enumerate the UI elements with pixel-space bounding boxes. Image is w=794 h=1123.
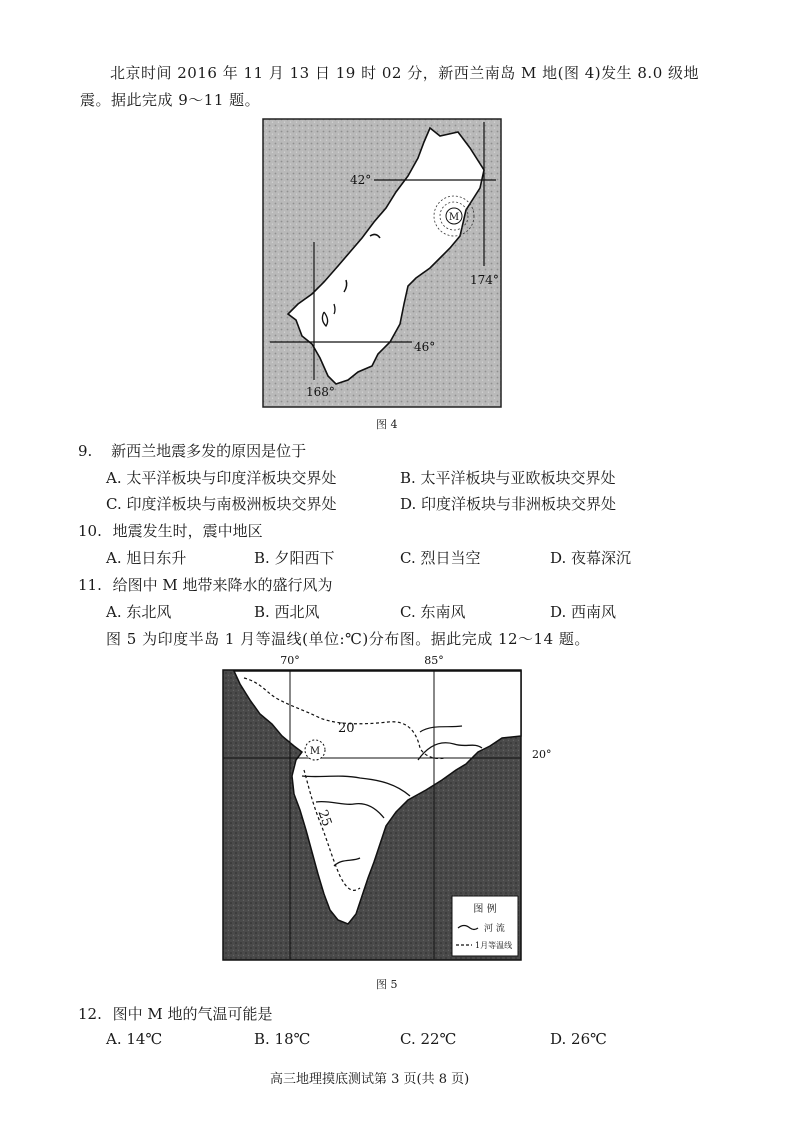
legend-river-label: 河 流 bbox=[484, 924, 505, 934]
legend-box bbox=[452, 896, 518, 956]
q12-option-b: B. 18℃ bbox=[254, 1030, 311, 1048]
intro-paragraph-2: 图 5 为印度半岛 1 月等温线(单位:℃)分布图。据此完成 12～14 题。 bbox=[106, 630, 590, 648]
q12-option-a: A. 14℃ bbox=[106, 1030, 163, 1048]
question-11 bbox=[78, 574, 333, 595]
label-42: 42° bbox=[350, 173, 372, 187]
label-174: 174° bbox=[470, 273, 499, 287]
legend-isotherm-label: 1月等温线 bbox=[475, 941, 513, 950]
question-9-stem: 新西兰地震多发的原因是位于 bbox=[111, 442, 307, 460]
q11-option-c: C. 东南风 bbox=[400, 603, 466, 621]
m-label: M bbox=[448, 212, 460, 223]
label-20: 20° bbox=[532, 748, 552, 761]
figure-4-map bbox=[262, 118, 502, 408]
q9-option-a: A. 太平洋板块与印度洋板块交界处 bbox=[106, 469, 337, 487]
question-11-number: 11. bbox=[78, 576, 102, 594]
question-11-stem: 给图中 M 地带来降水的盛行风为 bbox=[112, 576, 333, 594]
q9-option-c: C. 印度洋板块与南极洲板块交界处 bbox=[106, 495, 337, 513]
q11-option-d: D. 西南风 bbox=[550, 603, 617, 621]
question-9-number: 9. bbox=[78, 442, 93, 460]
q11-option-a: A. 东北风 bbox=[106, 603, 172, 621]
label-46: 46° bbox=[414, 340, 436, 354]
m-label-5: M bbox=[309, 746, 321, 757]
q11-option-b: B. 西北风 bbox=[254, 603, 320, 621]
label-168: 168° bbox=[306, 385, 335, 399]
question-9 bbox=[78, 440, 306, 461]
question-12-number: 12. bbox=[78, 1005, 102, 1023]
q10-option-d: D. 夜幕深沉 bbox=[550, 549, 632, 567]
question-10 bbox=[78, 520, 263, 541]
question-10-number: 10. bbox=[78, 522, 102, 540]
label-85: 85° bbox=[424, 654, 444, 667]
question-12-stem: 图中 M 地的气温可能是 bbox=[112, 1005, 273, 1023]
page-footer: 高三地理摸底测试第 3 页(共 8 页) bbox=[270, 1072, 470, 1087]
q12-option-c: C. 22℃ bbox=[400, 1030, 457, 1048]
q10-option-a: A. 旭日东升 bbox=[106, 549, 187, 567]
question-10-stem: 地震发生时，震中地区 bbox=[112, 522, 263, 540]
isotherm-label-25: 25 bbox=[314, 807, 335, 829]
figure-5-map bbox=[220, 652, 560, 964]
question-12 bbox=[78, 1003, 273, 1024]
intro-paragraph-1: 北京时间 2016 年 11 月 13 日 19 时 02 分，新西兰南岛 M 地(图 4)发生 8.0 级地震。据此完成 9～11 题。 bbox=[80, 64, 700, 109]
q9-option-d: D. 印度洋板块与非洲板块交界处 bbox=[400, 495, 617, 513]
figure-5-caption: 图 5 bbox=[376, 978, 398, 991]
q10-option-b: B. 夕阳西下 bbox=[254, 549, 335, 567]
isotherm-label-20: 20 bbox=[338, 721, 355, 736]
legend-title: 图 例 bbox=[473, 904, 497, 915]
figure-4-caption: 图 4 bbox=[376, 418, 398, 431]
label-70: 70° bbox=[280, 654, 300, 667]
q12-option-d: D. 26℃ bbox=[550, 1030, 607, 1048]
q10-option-c: C. 烈日当空 bbox=[400, 549, 481, 567]
q9-option-b: B. 太平洋板块与亚欧板块交界处 bbox=[400, 469, 616, 487]
